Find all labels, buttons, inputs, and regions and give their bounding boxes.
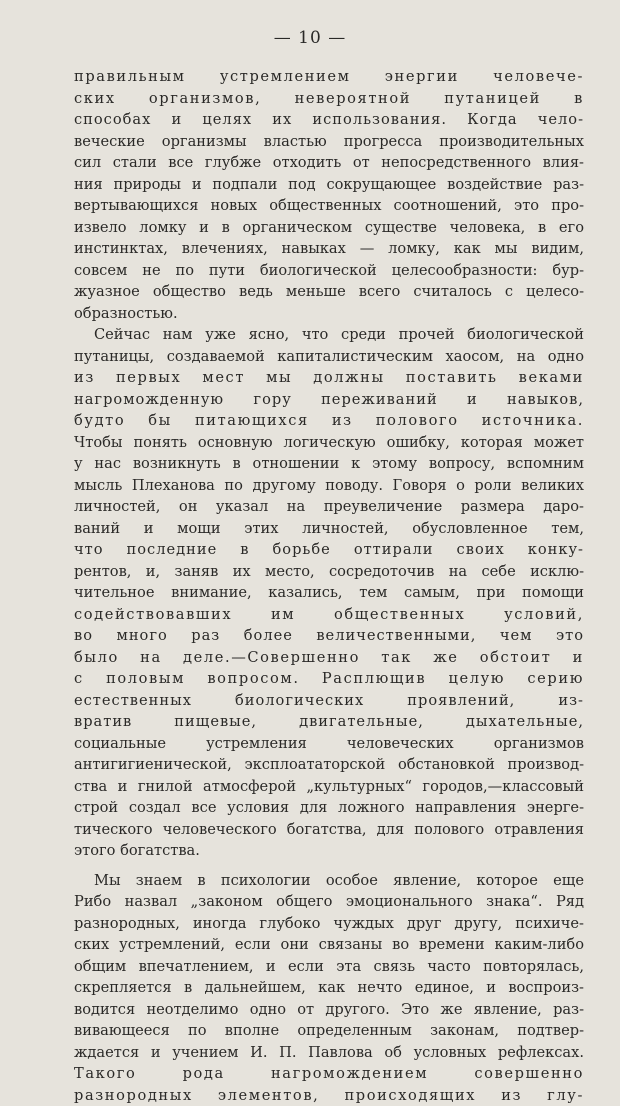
text-line: водится неотделимо одно от другого. Это же явление, раз- (74, 999, 584, 1021)
text-line: ства и гнилой атмосферой „культурных“ городов,—классовый (74, 776, 584, 798)
text-line: мысль Плеханова по другому поводу. Говоря о роли великих (74, 475, 584, 497)
text-line: ваний и мощи этих личностей, обусловленное тем, (74, 518, 584, 540)
text-line: с половым вопросом. Расплющив целую серию (74, 668, 584, 690)
text-line: извело ломку и в органическом существе человека, в его (74, 217, 584, 239)
text-line: нагроможденную гору переживаний и навыков, (74, 389, 584, 411)
text-line: антигигиенической, эксплоататорской обстановкой производ- (74, 754, 584, 776)
text-line: было на деле.—Совершенно так же обстоит и (74, 647, 584, 669)
text-line: общим впечатлением, и если эта связь часто повторялась, (74, 956, 584, 978)
text-line: способах и целях их использования. Когда чело- (74, 109, 584, 131)
text-line: Сейчас нам уже ясно, что среди прочей биологической (74, 324, 584, 346)
text-line: разнородных элементов, происходящих из глу- (74, 1085, 584, 1106)
text-line: путаницы, создаваемой капиталистическим хаосом, на одно (74, 346, 584, 368)
text-line: чительное внимание, казались, тем самым, при помощи (74, 582, 584, 604)
text-line: правильным устремлением энергии человече- (74, 66, 584, 88)
text-line: у нас возникнуть в отношении к этому вопросу, вспомним (74, 453, 584, 475)
text-line: тического человеческого богатства, для полового отравления (74, 819, 584, 841)
text-line: вратив пищевые, двигательные, дыхательные, (74, 711, 584, 733)
text-line: сил стали все глубже отходить от непосредственного влия- (74, 152, 584, 174)
paragraph-3 (74, 870, 584, 1106)
text-line: ния природы и подпали под сокрущающее воздействие раз- (74, 174, 584, 196)
text-line: рентов, и, заняв их место, сосредоточив на себе исклю- (74, 561, 584, 583)
paragraph-2 (74, 324, 584, 862)
text-line: строй создал все условия для ложного направления энерге- (74, 797, 584, 819)
text-line: Чтобы понять основную логическую ошибку, которая может (74, 432, 584, 454)
paragraph-1 (74, 66, 584, 324)
text-line: жуазное общество ведь меньше всего считалось с целесо- (74, 281, 584, 303)
text-line: этого богатства. (74, 840, 584, 862)
text-line: Рибо назвал „законом общего эмоционального знака“. Ряд (74, 891, 584, 913)
text-line: Такого рода нагромождением совершенно (74, 1063, 584, 1085)
text-line: содействовавших им общественных условий, (74, 604, 584, 626)
text-line: веческие организмы властью прогресса производительных (74, 131, 584, 153)
text-line: инстинктах, влечениях, навыках — ломку, как мы видим, (74, 238, 584, 260)
text-line: естественных биологических проявлений, из- (74, 690, 584, 712)
text-line: вертывающихся новых общественных соотношений, это про- (74, 195, 584, 217)
text-line: социальные устремления человеческих организмов (74, 733, 584, 755)
text-line: будто бы питающихся из полового источника. (74, 410, 584, 432)
text-line: Мы знаем в психологии особое явление, которое еще (74, 870, 584, 892)
text-line: из первых мест мы должны поставить веками (74, 367, 584, 389)
text-line: что последние в борьбе оттирали своих конку- (74, 539, 584, 561)
text-line: ждается и учением И. П. Павлова об условных рефлексах. (74, 1042, 584, 1064)
text-line: совсем не по пути биологической целесообразности: бур- (74, 260, 584, 282)
text-line: ских организмов, невероятной путаницей в (74, 88, 584, 110)
text-line: во много раз более величественными, чем это (74, 625, 584, 647)
body-text (74, 66, 584, 1106)
text-line: вивающееся по вполне определенным законам, подтвер- (74, 1020, 584, 1042)
text-line: личностей, он указал на преувеличение размера даро- (74, 496, 584, 518)
text-line: разнородных, иногда глубоко чуждых друг другу, психиче- (74, 913, 584, 935)
text-line: скрепляется в дальнейшем, как нечто единое, и воспроиз- (74, 977, 584, 999)
page-number: — 10 — (0, 28, 620, 48)
text-line: образностью. (74, 303, 584, 325)
text-line: ских устремлений, если они связаны во времени каким-либо (74, 934, 584, 956)
